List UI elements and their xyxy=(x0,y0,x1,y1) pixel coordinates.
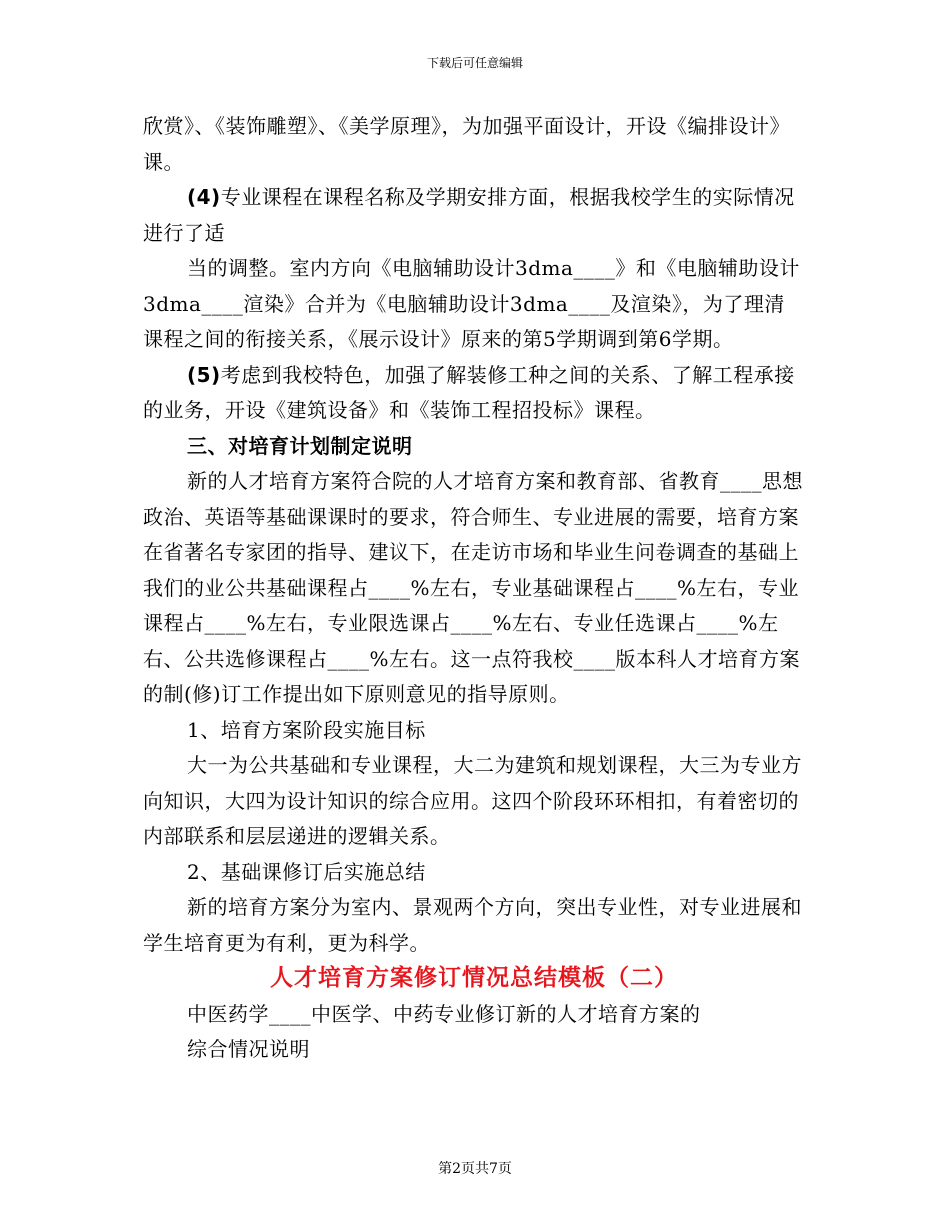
subsection-heading: 2、基础课修订后实施总结 xyxy=(187,859,426,884)
section-heading: 三、对培育计划制定说明 xyxy=(187,433,413,458)
document-title: 人才培育方案修订情况总结模板（二） xyxy=(270,965,678,991)
item-number: (5) xyxy=(187,362,221,387)
page-footer: 第2页共7页 xyxy=(438,1161,512,1177)
item-text: 专业课程在课程名称及学期安排方面，根据我校学生的实际情况进行了适 xyxy=(143,185,795,245)
subsection-heading: 1、培育方案阶段实施目标 xyxy=(187,717,426,742)
paragraph: 当的调整。室内方向《电脑辅助设计3dma____》和《电脑辅助设计3dma____渲染》合并为《电脑辅助设计3dma____及渲染》，为了理清课程之间的衔接关系，《展示设计》原来的第5学期调到第6学期。 xyxy=(143,256,800,351)
paragraph-item-5 xyxy=(143,358,805,429)
document-body xyxy=(143,109,805,1068)
paragraph: 新的人才培育方案符合院的人才培育方案和教育部、省教育____思想政治、英语等基础课课时的要求，符合师生、专业进展的需要，培育方案在省著名专家团的指导、建议下，在走访市场和毕业生问卷调查的基础上我们的业公共基础课程占____%左右，专业基础课程占____%左右，专业课程占____%左右，专业限选课占____%左右、专业任选课占____%左右、公共选修课程占____%左右。这一点符我校____版本科人才培育方案的制(修)订工作提出如下原则意见的指导原则。 xyxy=(143,469,803,706)
paragraph: 大一为公共基础和专业课程，大二为建筑和规划课程，大三为专业方向知识，大四为设计知识的综合应用。这四个阶段环环相扣，有着密切的内部联系和层层递进的逻辑关系。 xyxy=(143,753,802,848)
paragraph: 新的培育方案分为室内、景观两个方向，突出专业性，对专业进展和学生培育更为有利，更为科学。 xyxy=(143,895,802,955)
item-text: 考虑到我校特色，加强了解装修工种之间的关系、了解工程承接的业务，开设《建筑设备》和《装饰工程招投标》课程。 xyxy=(143,362,795,422)
paragraph-item-4 xyxy=(143,180,805,251)
paragraph: 欣赏》、《装饰雕塑》、《美学原理》，为加强平面设计，开设《编排设计》课。 xyxy=(143,114,790,174)
paragraph: 综合情况说明 xyxy=(187,1037,310,1061)
paragraph: 中医药学____中医学、中药专业修订新的人才培育方案的 xyxy=(187,1001,701,1026)
page-header: 下载后可任意编辑 xyxy=(426,56,523,70)
item-number: (4) xyxy=(187,185,221,209)
